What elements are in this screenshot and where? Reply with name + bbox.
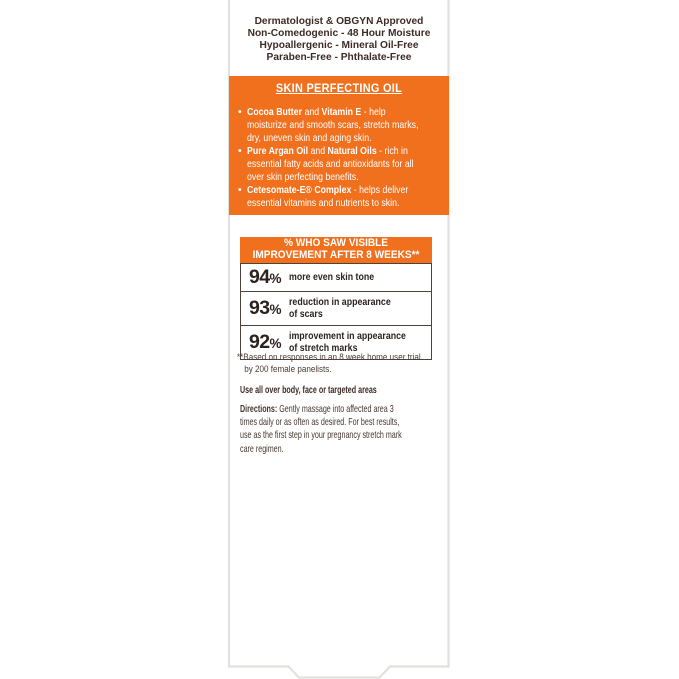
directions-line: use as the first step in your pregnancy stretch mark xyxy=(240,430,402,442)
oil-bullet-cetesomate xyxy=(238,184,440,210)
ingredient-name: Cetesomate-E® Complex xyxy=(247,185,352,196)
claim-line: Paraben-Free - Phthalate-Free xyxy=(266,51,412,63)
bullet-marker: • xyxy=(238,107,242,118)
bullet-text: and xyxy=(302,107,322,118)
bullet-text: - helps deliver xyxy=(351,185,409,196)
bullet-line: over skin perfecting benefits. xyxy=(247,172,359,183)
footnote-line: **Based on responses in an 8 week home user trial xyxy=(237,352,421,362)
directions-line: times daily or as often as desired. For best results, xyxy=(240,417,400,429)
percent-sign: % xyxy=(269,302,282,318)
bullet-text: - help xyxy=(361,107,386,118)
bullet-text: - rich in xyxy=(376,146,408,157)
bullet-text: and xyxy=(308,146,328,157)
results-header-line: % WHO SAW VISIBLE xyxy=(283,237,388,249)
percent-value: 93% xyxy=(249,297,282,320)
bullet-line: dry, uneven skin and aging skin. xyxy=(247,133,372,144)
skin-perfecting-oil-panel xyxy=(229,76,449,215)
oil-bullet-cocoa-butter xyxy=(238,106,440,145)
percent-value: 94% xyxy=(249,266,282,289)
directions-line: care regimen. xyxy=(240,443,284,455)
directions-block xyxy=(240,403,471,456)
results-table xyxy=(240,237,432,360)
percent-value: 92% xyxy=(249,331,282,354)
percent-sign: % xyxy=(269,271,282,287)
footnote-line: by 200 female panelists. xyxy=(244,363,332,374)
percent-sign: % xyxy=(269,336,282,352)
usage-headline: Use all over body, face or targeted areas xyxy=(240,384,377,396)
bullet-line xyxy=(247,106,413,119)
oil-panel-title: SKIN PERFECTING OIL xyxy=(275,83,403,95)
ingredient-name: Pure Argan Oil xyxy=(247,146,309,157)
row-label: improvement in appearance of stretch marks xyxy=(288,331,406,354)
directions-text: Gently massage into affected area 3 xyxy=(277,404,394,415)
results-header-line: IMPROVEMENT AFTER 8 WEEKS** xyxy=(252,248,420,261)
table-row xyxy=(241,264,431,291)
bullet-line xyxy=(247,184,413,197)
claim-line: Non-Comedogenic - 48 Hour Moisture xyxy=(247,27,431,39)
ingredient-name: Vitamin E xyxy=(321,107,362,118)
oil-bullet-argan-oil xyxy=(238,145,440,184)
row-label: more even skin tone xyxy=(288,271,374,283)
ingredient-name: Natural Oils xyxy=(327,146,377,157)
results-table-header xyxy=(240,237,432,263)
bullet-line: essential fatty acids and antioxidants for all xyxy=(247,159,414,170)
claims-block xyxy=(229,15,449,63)
row-label: reduction in appearance of scars xyxy=(288,297,391,320)
bullet-line: moisturize and smooth scars, stretch marks, xyxy=(247,120,419,131)
bullet-line xyxy=(247,145,413,158)
bullet-marker: • xyxy=(238,146,242,157)
ingredient-name: Cocoa Butter xyxy=(247,107,303,118)
claim-line: Dermatologist & OBGYN Approved xyxy=(254,15,424,27)
trial-footnote xyxy=(237,352,441,375)
results-table-body xyxy=(240,263,432,360)
directions-line xyxy=(240,403,402,416)
table-row xyxy=(241,291,431,325)
bullet-marker: • xyxy=(238,185,242,196)
claim-line: Hypoallergenic - Mineral Oil-Free xyxy=(259,39,419,51)
directions-label: Directions: xyxy=(240,404,278,415)
bullet-line: essential vitamins and nutrients to skin. xyxy=(247,198,400,209)
